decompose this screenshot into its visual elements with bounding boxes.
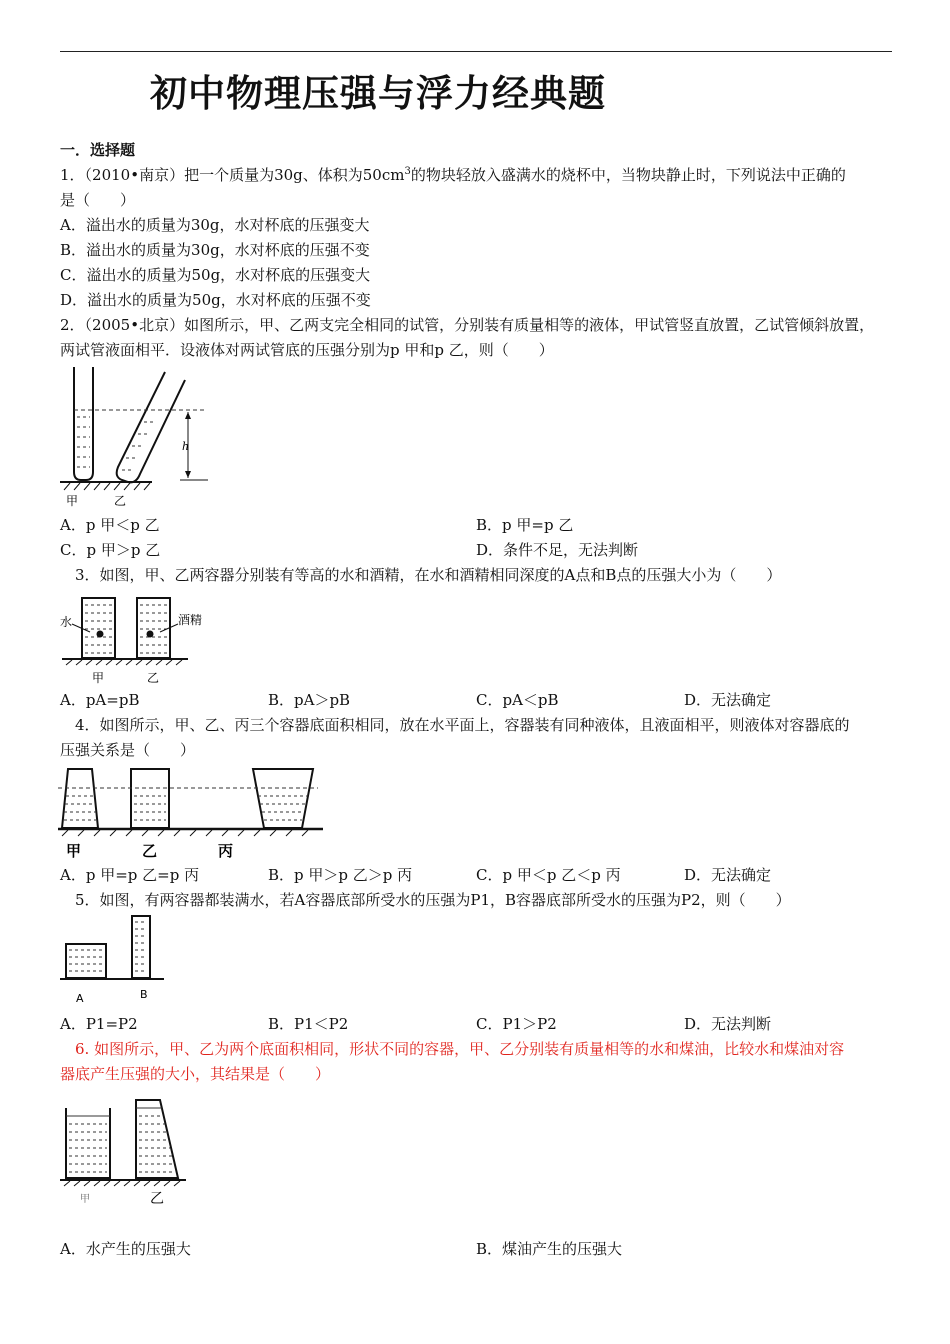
q5-option-a: A．P1=P2: [60, 1015, 138, 1033]
q2-option-c: C．p 甲＞p 乙: [60, 541, 161, 559]
q4-option-d: D．无法确定: [684, 866, 772, 884]
q2-option-d: D．条件不足，无法判断: [476, 541, 639, 559]
q3-figure: [60, 590, 210, 685]
q2-stem-line2: 两试管液面相平．设液体对两试管底的压强分别为p 甲和p 乙，则（ ）: [60, 341, 554, 359]
q1-option-d: D．溢出水的质量为50g，水对杯底的压强不变: [60, 291, 371, 309]
q2-h-label: h: [182, 440, 190, 453]
q3-label-water: 水: [60, 615, 73, 629]
q2-stem-line1: 2．（2005•北京）如图所示，甲、乙两支完全相同的试管，分别装有质量相等的液体，甲试管竖直放置，乙试管倾斜放置，: [60, 316, 875, 334]
q1-sup: 3: [404, 166, 411, 177]
q2-label-jia: 甲: [66, 494, 79, 508]
q4-option-c: C．p 甲＜p 乙＜p 丙: [476, 866, 621, 884]
q2-figure: [60, 362, 210, 512]
q6-figure: [60, 1094, 200, 1209]
q4-label-bing: 丙: [218, 842, 234, 859]
q6-stem-line2: 器底产生压强的大小，其结果是（ ）: [60, 1065, 331, 1083]
q3-option-b: B．pA＞pB: [268, 691, 351, 709]
q1-option-c: C．溢出水的质量为50g，水对杯底的压强变大: [60, 266, 371, 284]
q1-stem-a: 1．（2010•南京）把一个质量为30g、体积为50cm: [60, 166, 405, 184]
q2-label-yi: 乙: [114, 494, 127, 508]
q4-option-a: A．p 甲=p 乙=p 丙: [60, 866, 200, 884]
q3-stem: 3．如图，甲、乙两容器分别装有等高的水和酒精，在水和酒精相同深度的A点和B点的压强大小为（ ）: [60, 566, 782, 584]
q4-label-yi: 乙: [142, 842, 158, 859]
q3-label-alcohol: 酒精: [178, 613, 203, 627]
q1-option-b: B．溢出水的质量为30g，水对杯底的压强不变: [60, 241, 370, 259]
q4-option-b: B．p 甲＞p 乙＞p 丙: [268, 866, 413, 884]
q4-figure: [58, 764, 328, 859]
q3-option-c: C．pA＜pB: [476, 691, 559, 709]
top-rule: [60, 51, 892, 52]
q6-stem-line1: 6. 如图所示，甲、乙为两个底面积相同，形状不同的容器，甲、乙分别装有质量相等的水和煤油，比较水和煤油对容: [60, 1040, 845, 1058]
q6-label-yi: 乙: [150, 1191, 164, 1207]
q5-figure: [60, 912, 170, 1007]
q1-stem-line1: [60, 165, 846, 185]
q5-option-b: B．P1＜P2: [268, 1015, 349, 1033]
q4-label-jia: 甲: [66, 842, 82, 859]
q4-stem-line1: 4．如图所示，甲、乙、丙三个容器底面积相同，放在水平面上，容器装有同种液体，且液面相平，则液体对容器底的: [60, 716, 850, 734]
q3-label-yi: 乙: [147, 671, 160, 685]
q1-option-a: A．溢出水的质量为30g，水对杯底的压强变大: [60, 216, 370, 234]
q3-option-d: D．无法确定: [684, 691, 772, 709]
q6-label-jia: 甲: [80, 1194, 90, 1205]
q2-option-a: A．p 甲＜p 乙: [60, 516, 160, 534]
q6-option-b: B．煤油产生的压强大: [476, 1240, 623, 1258]
q5-option-c: C．P1＞P2: [476, 1015, 557, 1033]
q4-stem-line2: 压强关系是（ ）: [60, 741, 196, 759]
section-heading: 一．选择题: [60, 141, 136, 159]
q5-stem: 5．如图，有两容器都装满水，若A容器底部所受水的压强为P1，B容器底部所受水的压强为P2，则（ ）: [60, 891, 791, 909]
q6-option-a: A．水产生的压强大: [60, 1240, 191, 1258]
q1-stem-line2: 是（ ）: [60, 191, 136, 209]
q5-label-a: A: [76, 992, 84, 1005]
q5-option-d: D．无法判断: [684, 1015, 772, 1033]
q5-label-b: B: [140, 988, 148, 1001]
q3-label-jia: 甲: [92, 671, 105, 685]
page-title: 初中物理压强与浮力经典题: [150, 71, 606, 115]
q3-option-a: A．pA=pB: [60, 691, 140, 709]
q1-stem-b: 的物块轻放入盛满水的烧杯中，当物块静止时，下列说法中正确的: [410, 166, 846, 184]
q2-option-b: B．p 甲=p 乙: [476, 516, 574, 534]
